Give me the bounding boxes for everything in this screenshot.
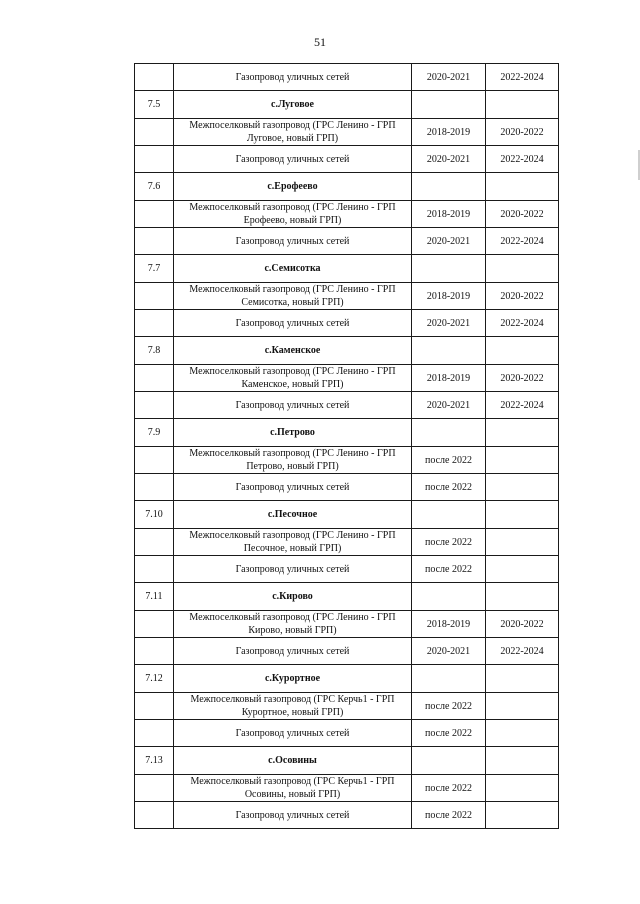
work-description-cell: Газопровод уличных сетей: [174, 228, 412, 255]
work-description-cell: Межпоселковый газопровод (ГРС Ленино - ГРП Кирово, новый ГРП): [174, 611, 412, 638]
period-construction-cell: 2020-2022: [486, 201, 559, 228]
table-row: [135, 802, 559, 829]
period-design-cell: после 2022: [412, 529, 486, 556]
period-construction-cell: [486, 173, 559, 201]
period-design-cell: после 2022: [412, 693, 486, 720]
table-row: [135, 392, 559, 419]
table-row: [135, 365, 559, 392]
period-construction-cell: [486, 447, 559, 474]
locality-name-cell: с.Ерофеево: [174, 173, 412, 201]
period-design-cell: 2018-2019: [412, 283, 486, 310]
table-row: [135, 310, 559, 337]
period-construction-cell: [486, 802, 559, 829]
work-description-cell: Межпоселковый газопровод (ГРС Ленино - ГРП Петрово, новый ГРП): [174, 447, 412, 474]
locality-row: [135, 91, 559, 119]
locality-row: [135, 419, 559, 447]
period-construction-cell: [486, 583, 559, 611]
table-row: [135, 447, 559, 474]
period-construction-cell: 2020-2022: [486, 611, 559, 638]
period-construction-cell: 2020-2022: [486, 365, 559, 392]
period-construction-cell: 2022-2024: [486, 638, 559, 665]
section-number-cell: 7.10: [135, 501, 174, 529]
table-row: [135, 638, 559, 665]
period-design-cell: 2018-2019: [412, 201, 486, 228]
period-construction-cell: 2020-2022: [486, 283, 559, 310]
period-design-cell: после 2022: [412, 720, 486, 747]
period-construction-cell: [486, 665, 559, 693]
period-design-cell: 2020-2021: [412, 392, 486, 419]
section-number-cell: [135, 119, 174, 146]
period-construction-cell: [486, 556, 559, 583]
section-number-cell: 7.6: [135, 173, 174, 201]
locality-row: [135, 255, 559, 283]
work-description-cell: Межпоселковый газопровод (ГРС Керчь1 - ГРП Осовины, новый ГРП): [174, 775, 412, 802]
locality-name-cell: с.Кирово: [174, 583, 412, 611]
locality-row: [135, 501, 559, 529]
period-design-cell: 2020-2021: [412, 228, 486, 255]
period-construction-cell: 2022-2024: [486, 310, 559, 337]
period-design-cell: после 2022: [412, 556, 486, 583]
period-construction-cell: 2020-2022: [486, 119, 559, 146]
section-number-cell: [135, 64, 174, 91]
page-number: 51: [314, 35, 326, 49]
period-construction-cell: 2022-2024: [486, 392, 559, 419]
work-description-cell: Газопровод уличных сетей: [174, 556, 412, 583]
locality-name-cell: с.Каменское: [174, 337, 412, 365]
section-number-cell: [135, 775, 174, 802]
locality-name-cell: с.Петрово: [174, 419, 412, 447]
section-number-cell: [135, 392, 174, 419]
section-number-cell: [135, 474, 174, 501]
work-description-cell: Газопровод уличных сетей: [174, 310, 412, 337]
locality-name-cell: с.Песочное: [174, 501, 412, 529]
period-design-cell: [412, 665, 486, 693]
section-number-cell: [135, 447, 174, 474]
section-number-cell: [135, 693, 174, 720]
period-design-cell: 2018-2019: [412, 119, 486, 146]
locality-row: [135, 747, 559, 775]
locality-row: [135, 173, 559, 201]
locality-row: [135, 337, 559, 365]
period-design-cell: 2018-2019: [412, 611, 486, 638]
section-number-cell: [135, 283, 174, 310]
table-row: [135, 64, 559, 91]
section-number-cell: 7.13: [135, 747, 174, 775]
table-row: [135, 146, 559, 173]
period-construction-cell: [486, 419, 559, 447]
section-number-cell: [135, 638, 174, 665]
section-number-cell: [135, 201, 174, 228]
period-design-cell: [412, 747, 486, 775]
period-design-cell: 2020-2021: [412, 64, 486, 91]
gasification-schedule-table: [134, 63, 559, 829]
section-number-cell: [135, 310, 174, 337]
section-number-cell: [135, 529, 174, 556]
section-number-cell: 7.5: [135, 91, 174, 119]
period-design-cell: [412, 501, 486, 529]
period-design-cell: после 2022: [412, 474, 486, 501]
work-description-cell: Газопровод уличных сетей: [174, 474, 412, 501]
work-description-cell: Газопровод уличных сетей: [174, 392, 412, 419]
period-construction-cell: [486, 775, 559, 802]
period-construction-cell: [486, 529, 559, 556]
section-number-cell: 7.11: [135, 583, 174, 611]
table-row: [135, 474, 559, 501]
table-row: [135, 283, 559, 310]
period-construction-cell: [486, 91, 559, 119]
work-description-cell: Газопровод уличных сетей: [174, 638, 412, 665]
period-construction-cell: [486, 474, 559, 501]
period-construction-cell: [486, 337, 559, 365]
section-number-cell: [135, 228, 174, 255]
table-row: [135, 201, 559, 228]
period-design-cell: 2020-2021: [412, 146, 486, 173]
period-design-cell: [412, 91, 486, 119]
work-description-cell: Межпоселковый газопровод (ГРС Ленино - ГРП Семисотка, новый ГРП): [174, 283, 412, 310]
period-construction-cell: 2022-2024: [486, 146, 559, 173]
work-description-cell: Газопровод уличных сетей: [174, 64, 412, 91]
period-design-cell: 2020-2021: [412, 310, 486, 337]
table-row: [135, 529, 559, 556]
work-description-cell: Газопровод уличных сетей: [174, 720, 412, 747]
table-row: [135, 693, 559, 720]
period-construction-cell: 2022-2024: [486, 228, 559, 255]
section-number-cell: [135, 720, 174, 747]
section-number-cell: 7.12: [135, 665, 174, 693]
locality-row: [135, 583, 559, 611]
period-design-cell: [412, 583, 486, 611]
section-number-cell: [135, 365, 174, 392]
period-construction-cell: [486, 747, 559, 775]
table-row: [135, 611, 559, 638]
period-design-cell: [412, 255, 486, 283]
table-row: [135, 556, 559, 583]
work-description-cell: Газопровод уличных сетей: [174, 802, 412, 829]
locality-name-cell: с.Луговое: [174, 91, 412, 119]
period-design-cell: [412, 337, 486, 365]
section-number-cell: 7.8: [135, 337, 174, 365]
section-number-cell: [135, 611, 174, 638]
period-design-cell: [412, 173, 486, 201]
period-construction-cell: [486, 720, 559, 747]
locality-name-cell: с.Семисотка: [174, 255, 412, 283]
table-row: [135, 720, 559, 747]
section-number-cell: [135, 802, 174, 829]
period-construction-cell: 2022-2024: [486, 64, 559, 91]
table-row: [135, 119, 559, 146]
work-description-cell: Межпоселковый газопровод (ГРС Ленино - ГРП Ерофеево, новый ГРП): [174, 201, 412, 228]
table-row: [135, 228, 559, 255]
locality-name-cell: с.Курортное: [174, 665, 412, 693]
work-description-cell: Межпоселковый газопровод (ГРС Ленино - ГРП Луговое, новый ГРП): [174, 119, 412, 146]
section-number-cell: 7.7: [135, 255, 174, 283]
section-number-cell: [135, 146, 174, 173]
period-design-cell: [412, 419, 486, 447]
work-description-cell: Межпоселковый газопровод (ГРС Ленино - ГРП Каменское, новый ГРП): [174, 365, 412, 392]
period-design-cell: после 2022: [412, 802, 486, 829]
locality-row: [135, 665, 559, 693]
table-body: [135, 64, 559, 829]
period-construction-cell: [486, 255, 559, 283]
work-description-cell: Межпоселковый газопровод (ГРС Ленино - ГРП Песочное, новый ГРП): [174, 529, 412, 556]
locality-name-cell: с.Осовины: [174, 747, 412, 775]
table-row: [135, 775, 559, 802]
period-design-cell: 2018-2019: [412, 365, 486, 392]
period-design-cell: после 2022: [412, 775, 486, 802]
work-description-cell: Газопровод уличных сетей: [174, 146, 412, 173]
work-description-cell: Межпоселковый газопровод (ГРС Керчь1 - ГРП Курортное, новый ГРП): [174, 693, 412, 720]
section-number-cell: [135, 556, 174, 583]
period-design-cell: 2020-2021: [412, 638, 486, 665]
period-design-cell: после 2022: [412, 447, 486, 474]
section-number-cell: 7.9: [135, 419, 174, 447]
period-construction-cell: [486, 501, 559, 529]
period-construction-cell: [486, 693, 559, 720]
